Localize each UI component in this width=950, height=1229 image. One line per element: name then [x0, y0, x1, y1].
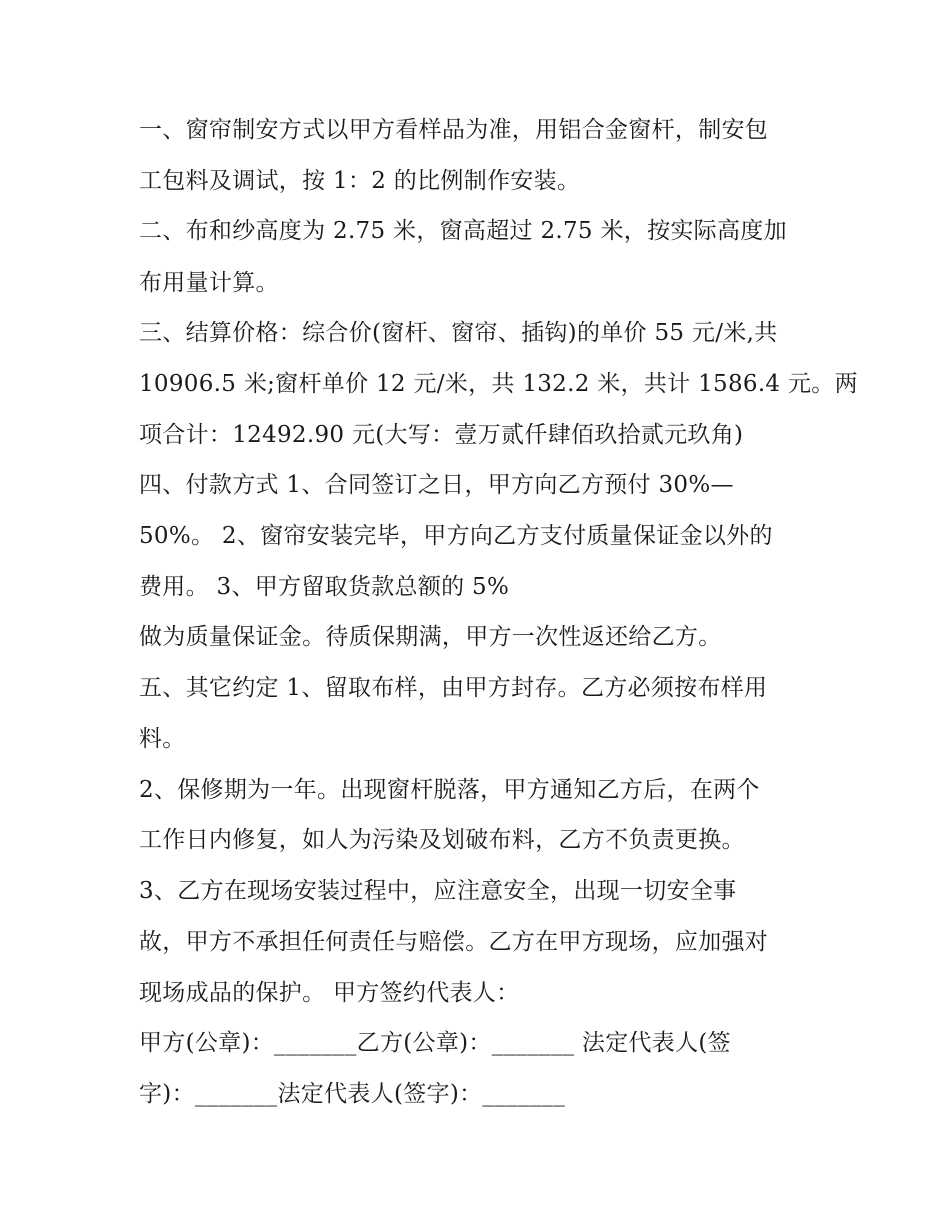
text-line: 工包料及调试，按 1：2 的比例制作安装。 [139, 168, 581, 194]
text-line: 四、付款方式 1、合同签订之日，甲方向乙方预付 30%— [139, 472, 734, 498]
text-line: 工作日内修复，如人为污染及划破布料，乙方不负责更换。 [139, 827, 745, 853]
text-line: 现场成品的保护。 甲方签约代表人： [139, 980, 520, 1006]
text-line: 三、结算价格：综合价(窗杆、窗帘、插钩)的单价 55 元/米,共 [139, 320, 778, 346]
text-line: 料。 [139, 726, 186, 752]
text-line: 五、其它约定 1、留取布样，由甲方封存。乙方必须按布样用 [139, 675, 768, 701]
text-line: 甲方(公章)：_______乙方(公章)：_______ 法定代表人(签 [139, 1030, 731, 1056]
text-line: 项合计：12492.90 元(大写：壹万贰仟肆佰玖拾贰元玖角) [139, 422, 744, 448]
text-line: 布用量计算。 [139, 270, 279, 296]
text-line: 2、保修期为一年。出现窗杆脱落，甲方通知乙方后，在两个 [139, 777, 760, 803]
text-line: 50%。 2、窗帘安装完毕，甲方向乙方支付质量保证金以外的 [139, 523, 773, 549]
text-line: 做为质量保证金。待质保期满，甲方一次性返还给乙方。 [139, 624, 722, 650]
text-line: 3、乙方在现场安装过程中，应注意安全，出现一切安全事 [139, 878, 737, 904]
text-line: 费用。 3、甲方留取货款总额的 5% [139, 574, 510, 600]
text-line: 一、窗帘制安方式以甲方看样品为准，用铝合金窗杆，制安包 [139, 117, 769, 143]
text-line: 字)：_______法定代表人(签字)：_______ [139, 1081, 566, 1107]
text-line: 10906.5 米;窗杆单价 12 元/米，共 132.2 米，共计 1586.4 元。两 [139, 371, 858, 397]
text-line: 故，甲方不承担任何责任与赔偿。乙方在甲方现场，应加强对 [139, 929, 769, 955]
text-line: 二、布和纱高度为 2.75 米，窗高超过 2.75 米，按实际高度加 [139, 218, 787, 244]
